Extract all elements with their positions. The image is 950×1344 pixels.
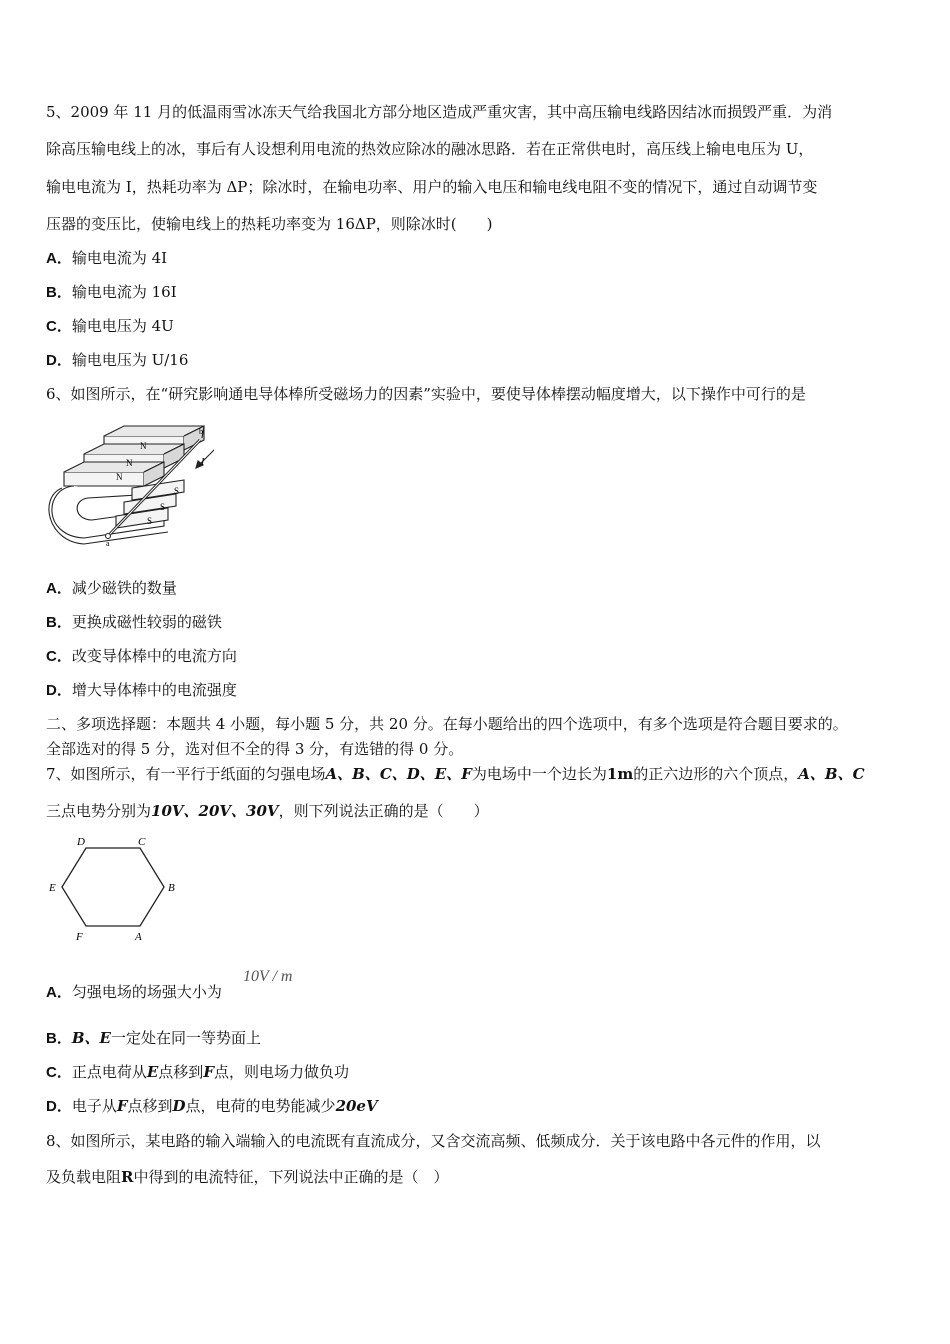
option-label: D． (46, 352, 72, 369)
q8-text: 及负载电阻 (46, 1168, 122, 1186)
q6-stem: 6、如图所示，在“研究影响通电导体棒所受磁场力的因素”实验中，要使导体棒摆动幅度增大，以下操作中可行的是 (46, 385, 806, 403)
q7-option-d (46, 1096, 378, 1117)
option-text: 点，则电场力做负功 (213, 1063, 349, 1081)
option-text: 匀强电场的场强大小为 (71, 983, 222, 1001)
label-current-i: I (201, 457, 205, 468)
option-text: 点移到 (127, 1097, 173, 1115)
option-label: B． (46, 614, 72, 631)
q7-option-b (46, 1028, 261, 1049)
q7-stem-line-2 (46, 801, 489, 821)
option-point: E (146, 1063, 159, 1081)
q5-stem-line-1: 5、2009 年 11 月的低温雨雪冰冻天气给我国北方部分地区造成严重灾害，其中高压输电线路因结冰而损毁严重．为消 (46, 103, 833, 121)
vertex-e-label: E (49, 882, 56, 894)
q7-text: 的正六边形的六个顶点， (633, 765, 799, 783)
option-text: 正点电荷从 (71, 1063, 147, 1081)
q5-stem-line-4: 压器的变压比，使输电线上的热耗功率变为 16ΔP，则除冰时( ) (46, 215, 493, 233)
q7-text: ，则下列说法正确的是（ ） (278, 802, 489, 820)
option-text: 输电电压为 U/16 (71, 351, 189, 369)
label-s-top: S (174, 486, 180, 496)
q8-resistor-symbol: R (121, 1168, 134, 1186)
q8-stem-line-1: 8、如图所示，某电路的输入端输入的电流既有直流成分，又含交流高频、低频成分．关于该电路中各元件的作用，以 (46, 1132, 821, 1150)
q7-stem-line-1 (46, 764, 865, 784)
option-text: 点，电荷的电势能减少 (185, 1097, 336, 1115)
hexagon-figure (44, 832, 184, 947)
option-label: D． (46, 682, 72, 699)
option-label: A． (46, 250, 72, 267)
q6-option-a (46, 578, 177, 599)
option-points: B、E (71, 1029, 111, 1047)
q5-option-b (46, 282, 177, 303)
q7-option-a (46, 982, 222, 1003)
vertex-b-label: B (168, 882, 175, 894)
option-label: B． (46, 284, 72, 301)
vertex-c-label: C (138, 836, 146, 848)
q6-option-d (46, 680, 237, 701)
formula-text: 10V / m (243, 968, 293, 985)
q7-text: 三点电势分别为 (46, 802, 152, 820)
vertex-d-label: D (77, 836, 85, 848)
q7-option-c (46, 1062, 349, 1083)
q8-stem-line-2 (46, 1167, 449, 1187)
option-text: 减少磁铁的数量 (71, 579, 177, 597)
option-text: 增大导体棒中的电流强度 (71, 681, 237, 699)
section2-instructions-line-1: 二、多项选择题：本题共 4 小题，每小题 5 分，共 20 分。在每小题给出的四个选项中，有多个选项是符合题目要求的。 (46, 715, 848, 733)
label-n-top: N (140, 441, 147, 451)
label-b: b (199, 427, 203, 436)
label-a: a (106, 539, 110, 548)
option-label: C． (46, 648, 72, 665)
label-n-bottom: N (116, 472, 123, 482)
option-text: 更换成磁性较弱的磁铁 (71, 613, 222, 631)
option-energy: 20eV (335, 1097, 378, 1115)
option-point: F (203, 1063, 214, 1081)
option-text: 改变导体棒中的电流方向 (71, 647, 237, 665)
vertex-a-label: A (135, 931, 142, 943)
q5-option-a (46, 248, 167, 269)
option-text: 一定处在同一等势面上 (110, 1029, 261, 1047)
q5-option-d (46, 350, 188, 371)
option-text: 电子从 (71, 1097, 117, 1115)
label-s-middle: S (160, 502, 166, 512)
q5-stem-line-3: 输电电流为 I，热耗功率为 ΔP；除冰时，在输电功率、用户的输入电压和输电线电阻不变的情况下，通过自动调节变 (46, 178, 818, 196)
q7-text: 为电场中一个边长为 (471, 765, 607, 783)
q7-potentials: 10V、20V、30V (151, 802, 279, 820)
option-label: A． (46, 984, 72, 1001)
label-n-middle: N (126, 458, 133, 468)
option-point: F (116, 1097, 128, 1115)
q7-points-abc: A、B、C (798, 765, 865, 783)
q6-option-b (46, 612, 222, 633)
option-label: C． (46, 1064, 72, 1081)
option-label: B． (46, 1030, 72, 1047)
section2-instructions-line-2: 全部选对的得 5 分，选对但不全的得 3 分，有选错的得 0 分。 (46, 740, 464, 758)
q7-side-length: 1m (606, 765, 634, 783)
field-strength-formula (243, 968, 292, 986)
q6-option-c (46, 646, 237, 667)
q7-points: A、B、C、D、E、F (325, 765, 472, 783)
option-text: 输电电流为 16I (71, 283, 177, 301)
option-text: 输电电压为 4U (71, 317, 174, 335)
option-text: 输电电流为 4I (71, 249, 168, 267)
option-point: D (172, 1097, 186, 1115)
option-text: 点移到 (158, 1063, 204, 1081)
vertex-f-label: F (76, 931, 83, 943)
q8-text: 中得到的电流特征，下列说法中正确的是（ ） (133, 1168, 449, 1186)
option-label: A． (46, 580, 72, 597)
q7-text: 7、如图所示，有一平行于纸面的匀强电场 (46, 765, 326, 783)
q5-option-c (46, 316, 174, 337)
q5-stem-line-2: 除高压输电线上的冰，事后有人设想利用电流的热效应除冰的融冰思路．若在正常供电时，高压线上输电电压为 U， (46, 140, 814, 158)
label-s-bottom: S (147, 516, 153, 526)
magnet-apparatus-figure (44, 418, 214, 548)
option-label: C． (46, 318, 72, 335)
option-label: D． (46, 1098, 72, 1115)
